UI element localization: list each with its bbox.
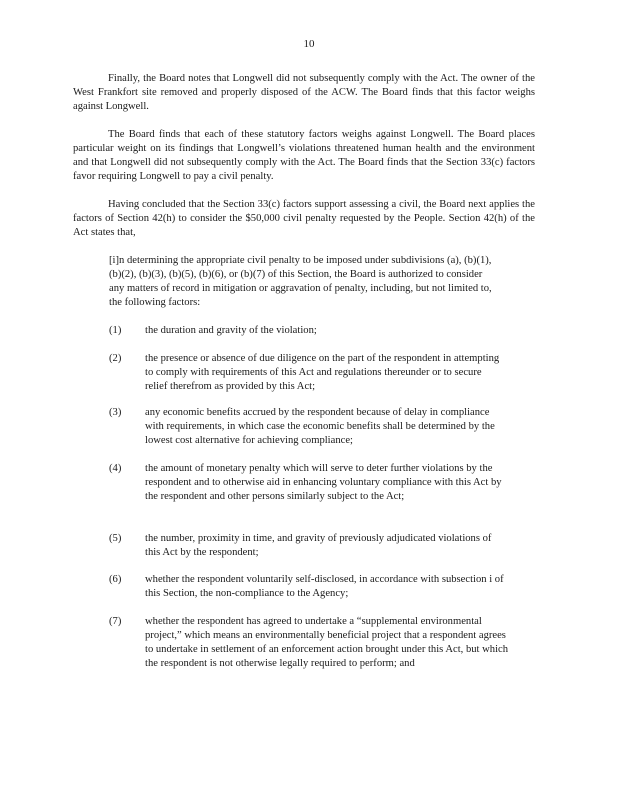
factor-number: (2) xyxy=(109,353,122,364)
factor-text: whether the respondent has agreed to undertake a “supplemental environmental project,” which means an environmentally beneficial project that a respondent agrees to undertake in settlement of an enforcement action brought under this Act, but which the respondent is not otherwise legally required to perform; and xyxy=(145,616,509,669)
factor-number: (7) xyxy=(109,616,122,627)
paragraph-statutory-factors-text: The Board finds that each of these statutory factors weighs against Longwell. The Board places particular weight on its findings that Longwell’s violations threatened human health and the environment and that Longwell did not subsequently comply with the Act. The Board finds that the Section 33(c) factors favor requiring Longwell to pay a civil penalty. xyxy=(73,129,535,182)
paragraph-finally-text: Finally, the Board notes that Longwell did not subsequently comply with the Act. The owner of the West Frankfort site removed and properly disposed of the ACW. The Board finds that this factor weighs against Longwell. xyxy=(73,73,535,112)
factor-number: (1) xyxy=(109,325,122,336)
factor-text: the duration and gravity of the violation; xyxy=(145,325,317,336)
paragraph-section-42h xyxy=(73,198,535,240)
page-number: 10 xyxy=(303,38,315,50)
factor-text: the presence or absence of due diligence on the part of the respondent in attempting to comply with requirements of this Act and regulations thereunder or to secure relief therefrom as provided by this Act; xyxy=(145,353,500,392)
factor-number: (5) xyxy=(109,533,122,544)
factor-number: (6) xyxy=(109,574,122,585)
paragraph-section-42h-text: Having concluded that the Section 33(c) factors support assessing a civil, the Board next applies the factors of Section 42(h) to consider the $50,000 civil penalty requested by the People. Section 42(h) of the Act states that, xyxy=(73,199,535,238)
paragraph-finally xyxy=(73,72,535,114)
quote-intro: [i]n determining the appropriate civil penalty to be imposed under subdivisions (a), (b)(1), (b)(2), (b)(3), (b)(5), (b)(6), or (b)(7) of this Section, the Board is authorized to consider any matters of record in mitigation or aggravation of penalty, including, but not limited to, the following factors: xyxy=(109,255,492,308)
paragraph-statutory-factors xyxy=(73,128,535,184)
factor-text: the number, proximity in time, and gravity of previously adjudicated violations of this Act by the respondent; xyxy=(145,533,492,558)
factor-number: (4) xyxy=(109,463,122,474)
factor-text: whether the respondent voluntarily self-disclosed, in accordance with subsection i of this Section, the non-compliance to the Agency; xyxy=(145,574,504,599)
factor-text: any economic benefits accrued by the respondent because of delay in compliance with requirements, in which case the economic benefits shall be determined by the lowest cost alternative for achieving compliance; xyxy=(145,407,495,446)
factor-text: the amount of monetary penalty which will serve to deter further violations by the respondent and to otherwise aid in enhancing voluntary compliance with this Act by the respondent and other persons similarly subject to the Act; xyxy=(145,463,502,502)
factor-number: (3) xyxy=(109,407,122,418)
